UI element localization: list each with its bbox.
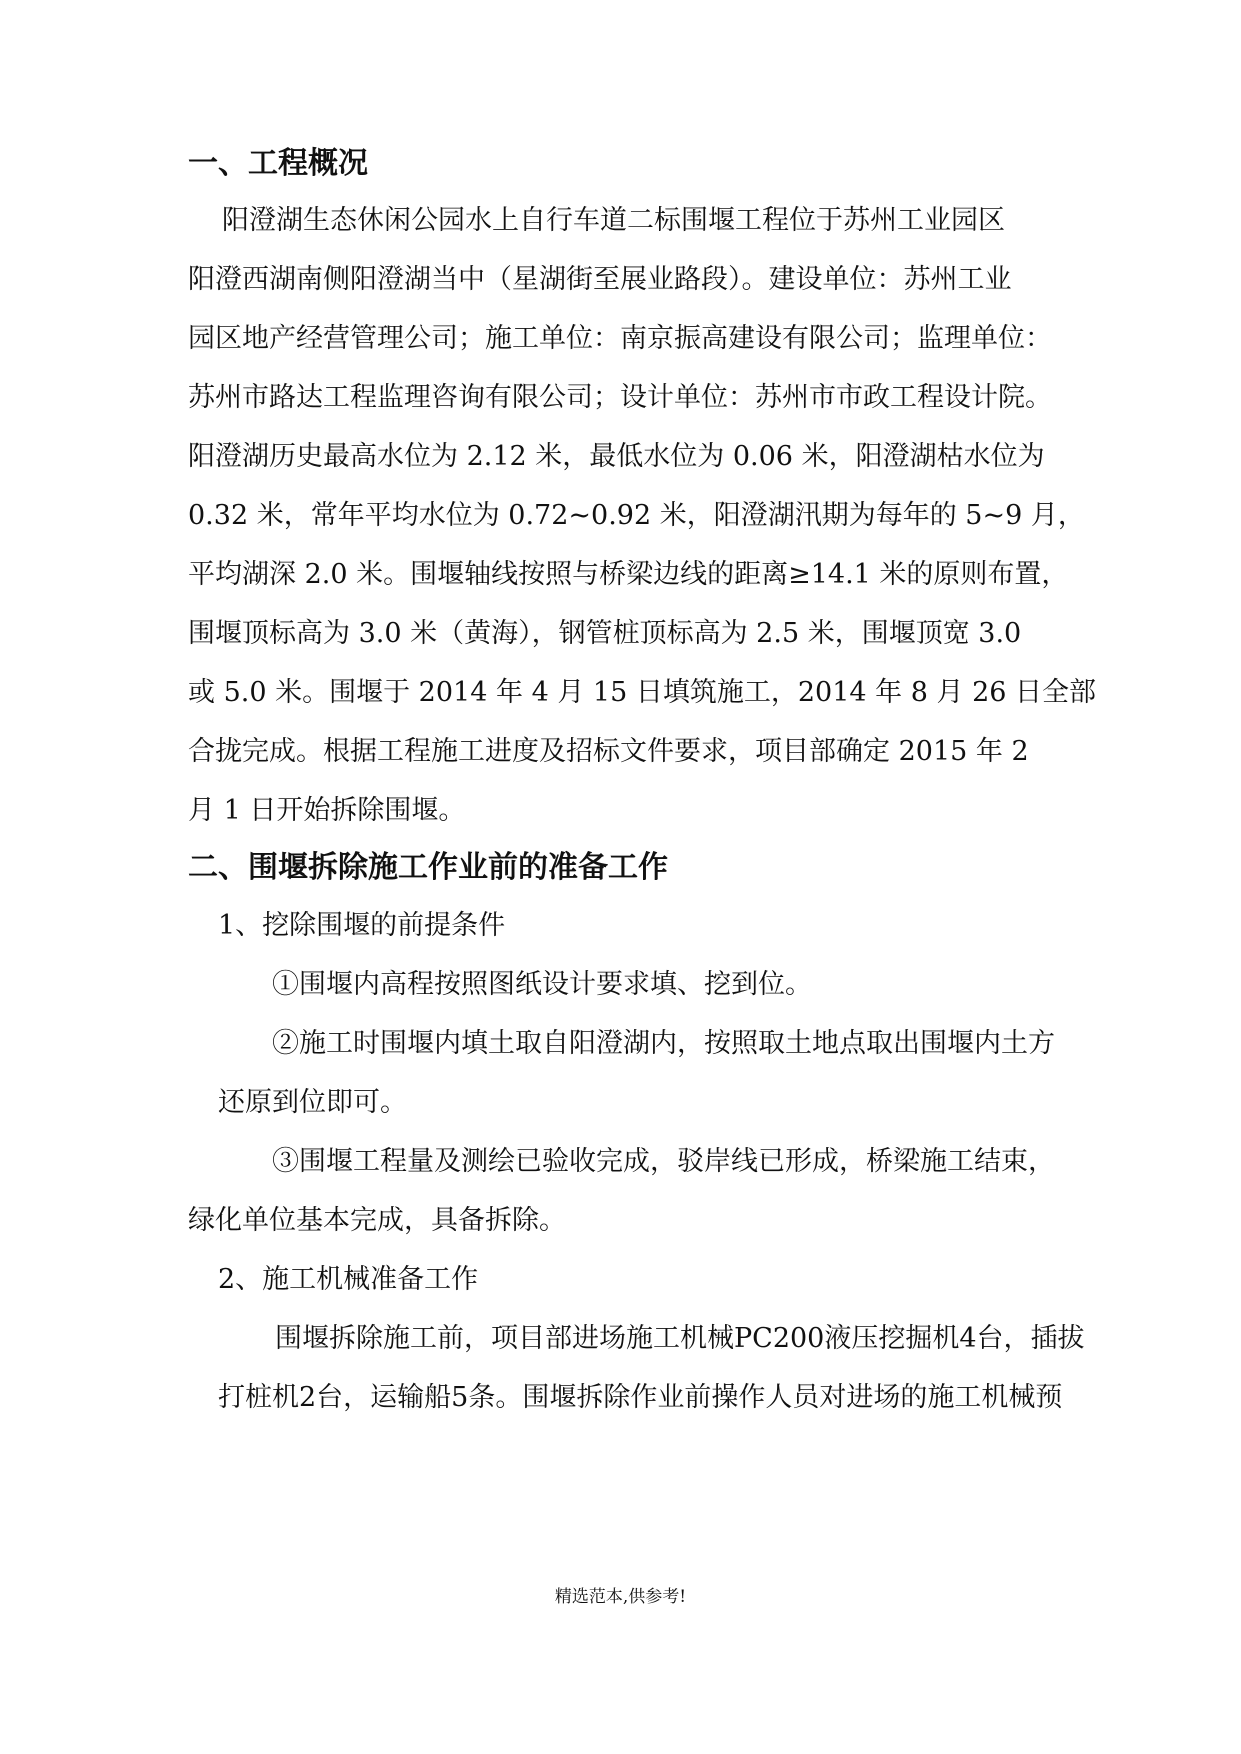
subsection-1-title: 1、挖除围堰的前提条件	[218, 910, 506, 941]
section-1-line-7: 平均湖深 2.0 米。围堰轴线按照与桥梁边线的距离≥14.1 米的原则布置，	[188, 559, 1069, 590]
section-1-heading: 一、工程概况	[188, 146, 368, 181]
condition-item-3-line-2: 绿化单位基本完成，具备拆除。	[188, 1205, 566, 1236]
section-1-line-4: 苏州市路达工程监理咨询有限公司；设计单位：苏州市市政工程设计院。	[188, 382, 1052, 413]
section-1-line-9: 或 5.0 米。围堰于 2014 年 4 月 15 日填筑施工，2014 年 8 月 26 日全部	[188, 677, 1097, 708]
section-1-line-11: 月 1 日开始拆除围堰。	[188, 795, 466, 826]
subsection-2-title: 2、施工机械准备工作	[218, 1264, 479, 1295]
condition-item-3-line-1: ③围堰工程量及测绘已验收完成，驳岸线已形成，桥梁施工结束，	[272, 1146, 1055, 1177]
section-1-line-10: 合拢完成。根据工程施工进度及招标文件要求，项目部确定 2015 年 2	[188, 736, 1029, 767]
machinery-paragraph-line-2: 打桩机2台，运输船5条。围堰拆除作业前操作人员对进场的施工机械预	[218, 1382, 1063, 1413]
condition-item-1: ①围堰内高程按照图纸设计要求填、挖到位。	[272, 969, 812, 1000]
section-1-line-8: 围堰顶标高为 3.0 米（黄海），钢管桩顶标高为 2.5 米，围堰顶宽 3.0	[188, 618, 1022, 649]
page-footer: 精选范本,供参考!	[554, 1587, 687, 1607]
machinery-paragraph-line-1: 围堰拆除施工前，项目部进场施工机械PC200液压挖掘机4台，插拔	[275, 1323, 1085, 1354]
section-1-line-5: 阳澄湖历史最高水位为 2.12 米，最低水位为 0.06 米，阳澄湖枯水位为	[188, 441, 1045, 472]
section-1-line-3: 园区地产经营管理公司；施工单位：南京振高建设有限公司；监理单位：	[188, 323, 1052, 354]
section-2-heading: 二、围堰拆除施工作业前的准备工作	[188, 850, 668, 885]
condition-item-2-line-1: ②施工时围堰内填土取自阳澄湖内，按照取土地点取出围堰内土方	[272, 1028, 1055, 1059]
section-1-line-6: 0.32 米，常年平均水位为 0.72~0.92 米，阳澄湖汛期为每年的 5~9 月，	[188, 500, 1085, 531]
section-1-line-2: 阳澄西湖南侧阳澄湖当中（星湖街至展业路段）。建设单位：苏州工业	[188, 264, 1012, 295]
condition-item-2-line-2: 还原到位即可。	[218, 1087, 407, 1118]
section-1-line-1: 阳澄湖生态休闲公园水上自行车道二标围堰工程位于苏州工业园区	[222, 205, 1005, 236]
